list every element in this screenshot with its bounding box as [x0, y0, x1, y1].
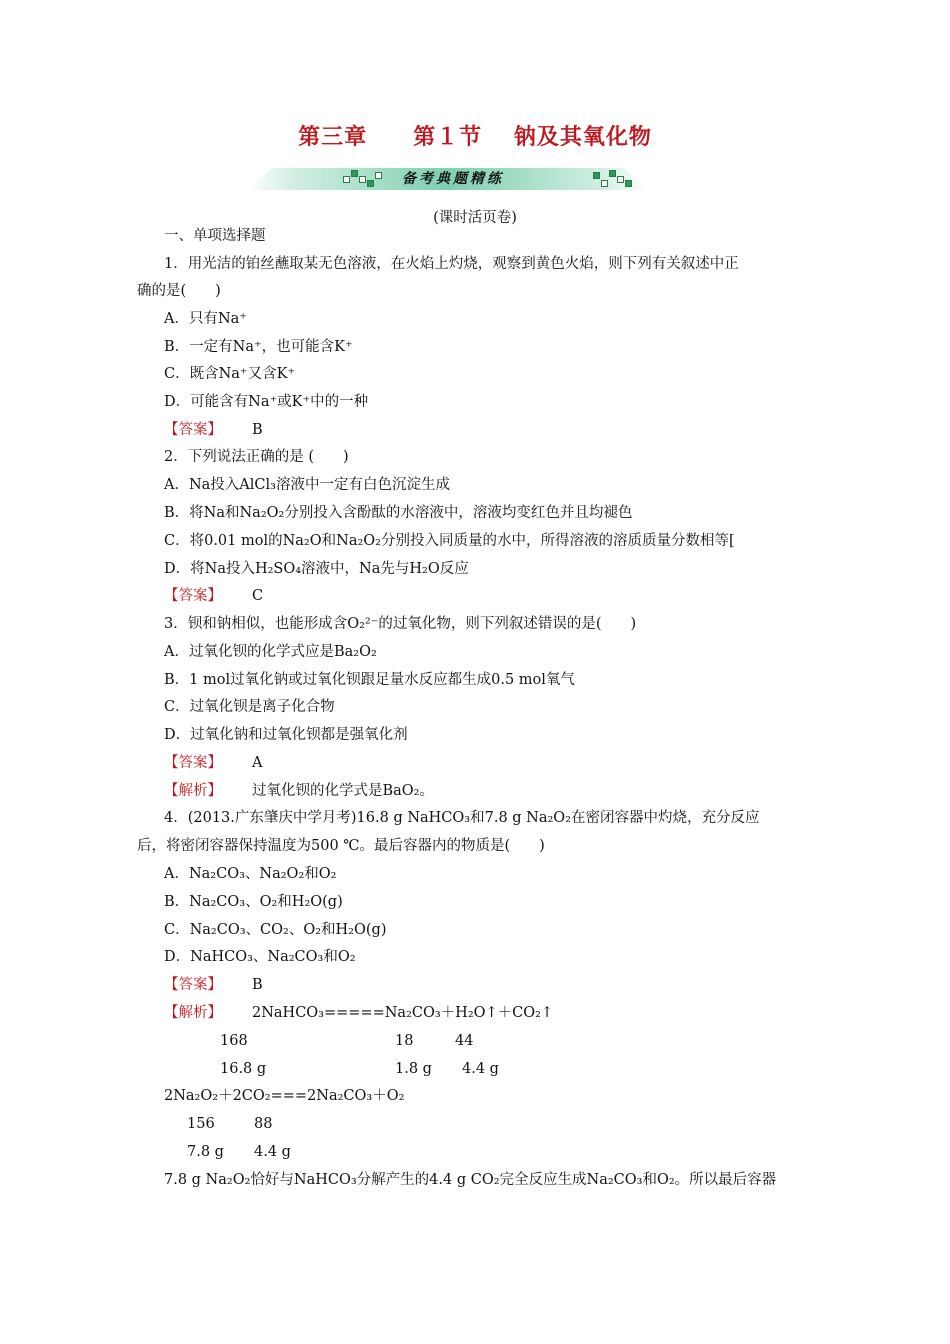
text-line: A．Na₂CO₃、Na₂O₂和O₂ — [164, 866, 337, 882]
text-line: B — [252, 977, 263, 993]
text-line: 过氧化钡的化学式是BaO₂。 — [252, 783, 434, 799]
text-line: 确的是( ) — [137, 283, 221, 299]
text-line: 4.4 g — [254, 1144, 291, 1160]
text-line: A — [252, 755, 263, 771]
text-line: 4．(2013.广东肇庆中学月考)16.8 g NaHCO₃和7.8 g Na₂O₂在密闭容器中灼烧，充分反应 — [164, 810, 760, 826]
answer-label: 【答案】 — [164, 588, 222, 604]
chapter-title: 第三章 第１节 钠及其氧化物 — [298, 125, 652, 150]
text-line: 一、单项选择题 — [164, 228, 266, 244]
text-line: D．可能含有Na⁺或K⁺中的一种 — [164, 394, 369, 410]
answer-label: 【解析】 — [164, 783, 222, 799]
text-line: B．将Na和Na₂O₂分别投入含酚酞的水溶液中，溶液均变红色并且均褪色 — [164, 505, 633, 521]
text-line: 168 — [220, 1033, 248, 1049]
text-line: 2NaHCO₃=====Na₂CO₃＋H₂O↑＋CO₂↑ — [252, 1005, 554, 1021]
text-line: D．将Na投入H₂SO₄溶液中，Na先与H₂O反应 — [164, 561, 469, 577]
text-line: 4.4 g — [462, 1061, 499, 1077]
text-line: D．NaHCO₃、Na₂CO₃和O₂ — [164, 949, 356, 965]
text-line: C．将0.01 mol的Na₂O和Na₂O₂分别投入同质量的水中，所得溶液的溶质质量分数相等[ — [164, 533, 735, 549]
answer-label: 【答案】 — [164, 755, 222, 771]
text-line: 3．钡和钠相似，也能形成含O₂²⁻的过氧化物，则下列叙述错误的是( ) — [164, 616, 637, 632]
text-line: 2．下列说法正确的是 ( ) — [164, 449, 349, 465]
text-line: C．Na₂CO₃、CO₂、O₂和H₂O(g) — [164, 922, 387, 938]
text-line: C．过氧化钡是离子化合物 — [164, 699, 335, 715]
text-line: 88 — [254, 1116, 273, 1132]
answer-label: 【答案】 — [164, 977, 222, 993]
text-line: 1．用光洁的铂丝蘸取某无色溶液，在火焰上灼烧，观察到黄色火焰，则下列有关叙述中正 — [164, 256, 739, 272]
text-line: 1.8 g — [395, 1061, 432, 1077]
text-line: B — [252, 422, 263, 438]
answer-label: 【答案】 — [164, 422, 222, 438]
text-line: 7.8 g — [187, 1144, 224, 1160]
answer-label: 【解析】 — [164, 1005, 222, 1021]
text-line: 2Na₂O₂＋2CO₂===2Na₂CO₃＋O₂ — [164, 1088, 405, 1104]
text-line: 18 — [395, 1033, 414, 1049]
subtitle: (课时活页卷) — [433, 210, 517, 226]
banner-label: 备考典题精练 — [402, 171, 504, 187]
text-line: C．既含Na⁺又含K⁺ — [164, 366, 296, 382]
text-line: 16.8 g — [220, 1061, 267, 1077]
text-line: 44 — [455, 1033, 474, 1049]
text-line: B．1 mol过氧化钠或过氧化钡跟足量水反应都生成0.5 mol氧气 — [164, 672, 575, 688]
text-line: 7.8 g Na₂O₂恰好与NaHCO₃分解产生的4.4 g CO₂完全反应生成Na₂CO₃和O₂。所以最后容器 — [164, 1172, 777, 1188]
text-line: C — [252, 588, 264, 604]
text-line: B．Na₂CO₃、O₂和H₂O(g) — [164, 894, 343, 910]
text-line: A．只有Na⁺ — [164, 311, 247, 327]
text-line: 156 — [187, 1116, 215, 1132]
text-line: D．过氧化钠和过氧化钡都是强氧化剂 — [164, 727, 408, 743]
text-line: A．Na投入AlCl₃溶液中一定有白色沉淀生成 — [164, 477, 450, 493]
text-line: A．过氧化钡的化学式应是Ba₂O₂ — [164, 644, 377, 660]
text-line: 后，将密闭容器保持温度为500 ℃。最后容器内的物质是( ) — [137, 838, 545, 854]
text-line: B．一定有Na⁺，也可能含K⁺ — [164, 339, 353, 355]
